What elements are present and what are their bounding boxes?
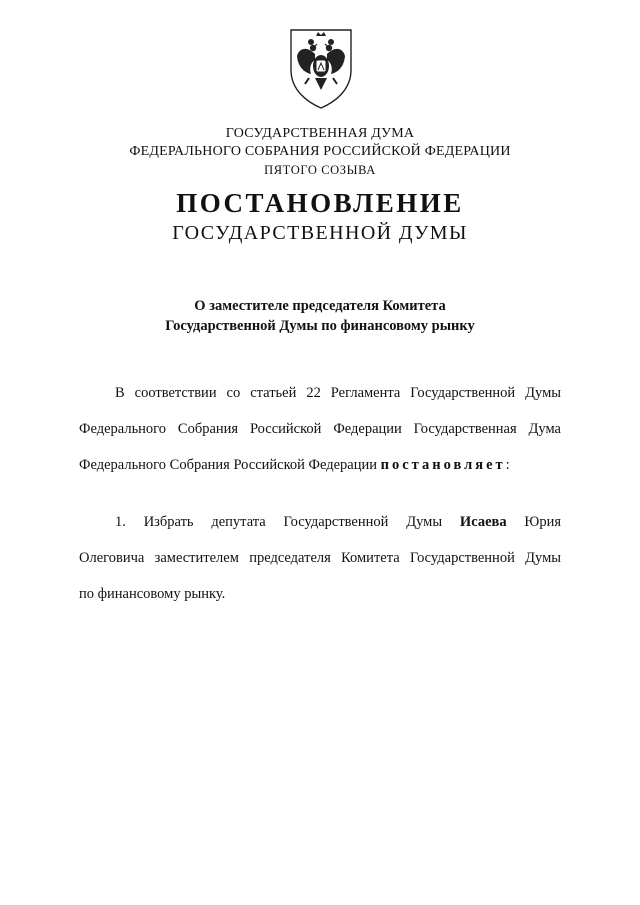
document-authority-title: ГОСУДАРСТВЕННОЙ ДУМЫ — [172, 222, 468, 244]
item-1-text-b: Юрия — [524, 514, 562, 530]
document-type-title: ПОСТАНОВЛЕНИЕ — [176, 188, 464, 218]
preamble-line-2: Федерального Собрания Российской Федерации Государственная Дума — [79, 421, 561, 437]
deputy-surname: Исаева — [459, 514, 507, 530]
item-1-number: 1. — [115, 514, 126, 530]
resolves-verb: постановляет — [380, 457, 506, 473]
preamble-line-3-text: Федерального Собрания Российской Федерации — [79, 457, 378, 473]
item-1-line-3: по финансовому рынку. — [79, 586, 226, 602]
subject-line-2: Государственной Думы по финансовому рынку — [165, 318, 475, 334]
convocation-line: ПЯТОГО СОЗЫВА — [264, 163, 376, 177]
org-name-line-2: ФЕДЕРАЛЬНОГО СОБРАНИЯ РОССИЙСКОЙ ФЕДЕРАЦИИ — [129, 144, 511, 159]
preamble-colon: : — [505, 457, 510, 473]
item-1-line-1 — [115, 514, 561, 531]
preamble-line-1: В соответствии со статьей 22 Регламента Государственной Думы — [115, 385, 561, 401]
item-1-line-2: Олеговича заместителем председателя Комитета Государственной Думы — [79, 550, 561, 566]
coat-of-arms-icon — [285, 26, 357, 112]
item-1-text-a: Избрать депутата Государственной Думы — [143, 514, 443, 530]
preamble-line-3 — [79, 457, 561, 474]
subject-line-1: О заместителе председателя Комитета — [194, 298, 446, 314]
org-name-line-1: ГОСУДАРСТВЕННАЯ ДУМА — [225, 126, 415, 141]
